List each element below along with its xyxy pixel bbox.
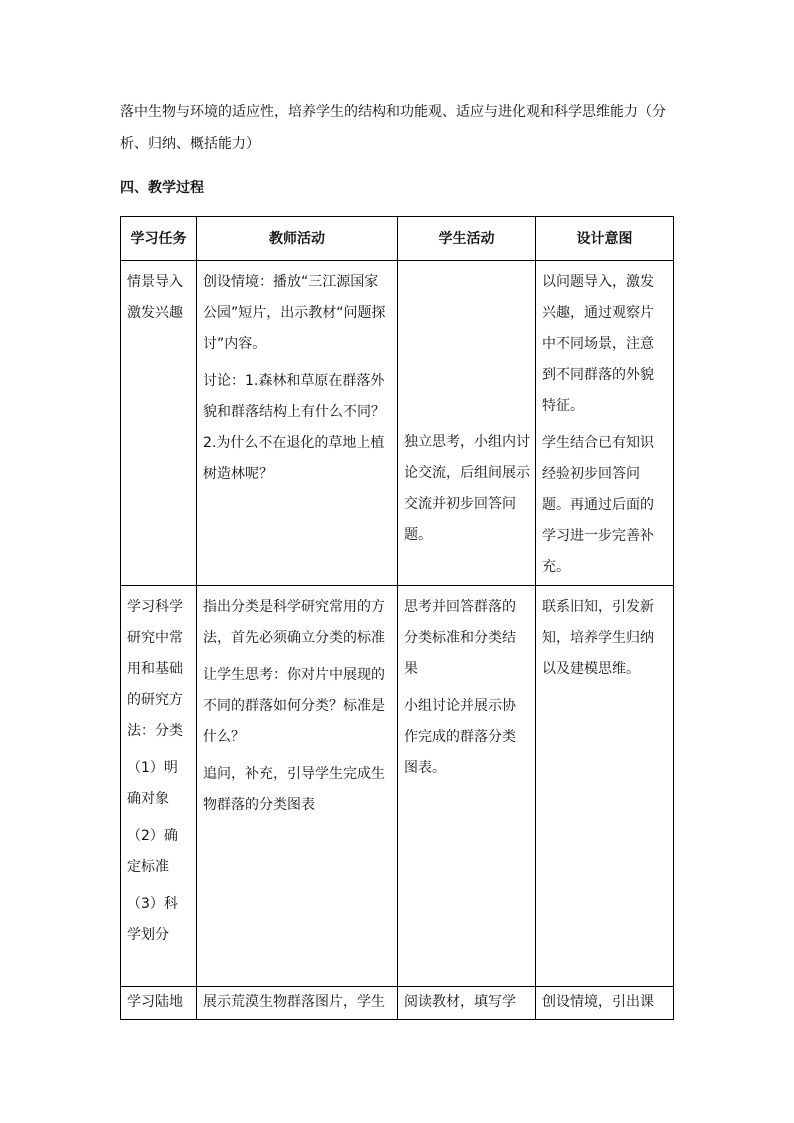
cell-task (121, 987, 197, 1020)
cell-intent (536, 987, 674, 1020)
cell-task (121, 586, 197, 987)
cell-intent (536, 261, 674, 586)
cell-text: 情景导入 (127, 274, 183, 290)
cell-teacher (197, 261, 398, 586)
teaching-process-table (120, 216, 674, 1020)
cell-text: 思考并回答群落的分类标准和分类结果 (404, 599, 516, 677)
table-row (121, 586, 674, 987)
intro-line-1: 落中生物与环境的适应性，培养学生的结构和功能观、适应与进化观和科学思维能力（分 (120, 104, 666, 120)
cell-text: 阅读教材，填写学 (404, 994, 516, 1010)
cell-text: 小组讨论并展示协作完成的群落分类图表。 (404, 698, 516, 776)
cell-text: 讨论：1.森林和草原在群落外貌和群落结构上有什么不同？2.为什么不在退化的草地上植树造林呢？ (203, 373, 385, 482)
table-row (121, 261, 674, 586)
cell-text: （2）确定标准 (127, 828, 178, 875)
cell-text: 激发兴趣 (127, 305, 183, 321)
header-student: 学生活动 (398, 217, 536, 261)
cell-student (398, 586, 536, 987)
cell-text: 以问题导入，激发兴趣，通过观察片中不同场景，注意到不同群落的外貌特征。 (542, 274, 654, 414)
table-row (121, 987, 674, 1020)
cell-student (398, 987, 536, 1020)
cell-text: 联系旧知，引发新知，培养学生归纳以及建模思维。 (542, 599, 654, 677)
cell-text: 学习陆地 (127, 994, 183, 1010)
cell-text: 创设情境：播放“三江源国家公园”短片，出示教材“问题探讨”内容。 (203, 274, 386, 352)
table-header-row (121, 217, 674, 261)
section-heading: 四、教学过程 (120, 180, 204, 196)
cell-text: 指出分类是科学研究常用的方法，首先必须确立分类的标准 (203, 599, 385, 646)
cell-task (121, 261, 197, 586)
cell-text: 展示荒漠生物群落图片，学生 (203, 994, 385, 1010)
cell-text: 学习科学研究中常用和基础的研究方法：分类 (127, 599, 183, 739)
cell-text: 学生结合已有知识经验初步回答问题。再通过后面的学习进一步完善补充。 (542, 435, 654, 575)
cell-intent (536, 586, 674, 987)
cell-text: 创设情境，引出课 (542, 994, 654, 1010)
header-teacher: 教师活动 (197, 217, 398, 261)
cell-text: 让学生思考：你对片中展现的不同的群落如何分类？标准是什么？ (203, 667, 385, 745)
cell-text: （3）科学划分 (127, 896, 178, 943)
cell-teacher (197, 586, 398, 987)
cell-text: 独立思考，小组内讨论交流，后组间展示交流并初步回答问题。 (404, 434, 530, 543)
header-intent: 设计意图 (536, 217, 674, 261)
intro-paragraph (120, 96, 680, 160)
header-task: 学习任务 (121, 217, 197, 261)
cell-text: 追问，补充，引导学生完成生物群落的分类图表 (203, 766, 385, 813)
intro-line-2: 析、归纳、概括能力） (120, 136, 260, 152)
cell-text: （1）明确对象 (127, 760, 178, 807)
cell-student (398, 261, 536, 586)
cell-teacher (197, 987, 398, 1020)
